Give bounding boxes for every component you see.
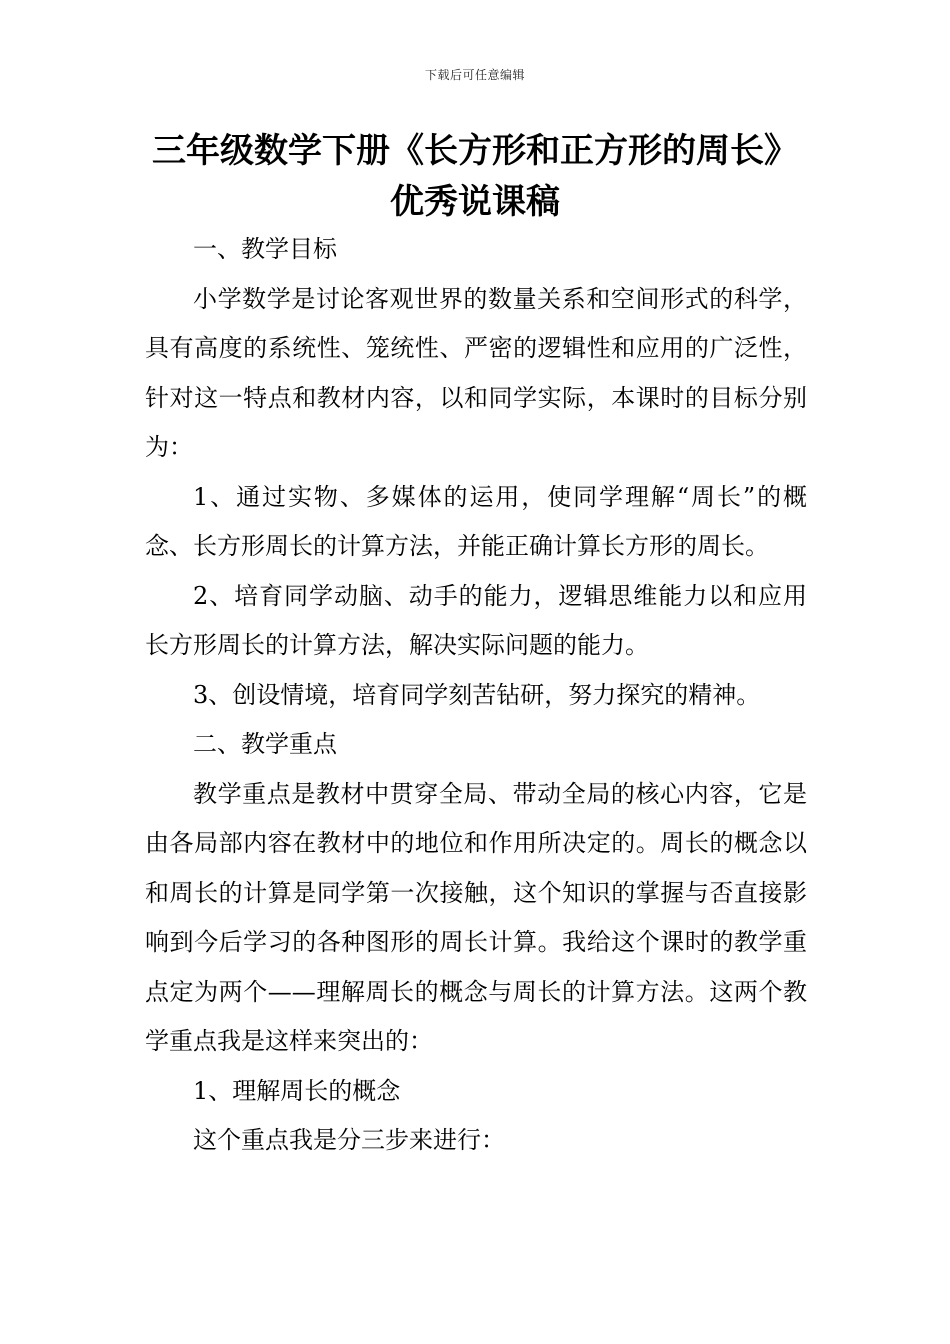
subheading-perimeter-concept: 1、理解周长的概念 [193,1076,401,1105]
objective-item-2: 2、培育同学动脑、动手的能力，逻辑思维能力以和应用长方形周长的计算方法，解决实际问题的能力。 [145,581,807,659]
objective-item-1: 1、通过实物、多媒体的运用，使同学理解“周长”的概念、长方形周长的计算方法，并能正确计算长方形的周长。 [145,482,807,560]
section-heading-objectives: 一、教学目标 [193,235,337,263]
objective-item-3: 3、创设情境，培育同学刻苦钻研，努力探究的精神。 [193,680,761,709]
document-body [145,225,807,1166]
page-header: 下载后可任意编辑 [424,68,525,82]
paragraph-intro: 小学数学是讨论客观世界的数量关系和空间形式的科学，具有高度的系统性、笼统性、严密的逻辑性和应用的广泛性，针对这一特点和教材内容，以和同学实际，本课时的目标分别为： [145,284,807,461]
paragraph-key-points: 教学重点是教材中贯穿全局、带动全局的核心内容，它是由各局部内容在教材中的地位和作用所决定的。周长的概念以和周长的计算是同学第一次接触，这个知识的掌握与否直接影响到今后学习的各种图形的周长计算。我给这个课时的教学重点定为两个——理解周长的概念与周长的计算方法。这两个教学重点我是这样来突出的： [145,779,807,1055]
section-heading-key-points: 二、教学重点 [193,730,337,758]
paragraph-three-steps: 这个重点我是分三步来进行： [193,1126,505,1154]
document-title: 三年级数学下册《长方形和正方形的周长》优秀说课稿 [152,131,798,222]
